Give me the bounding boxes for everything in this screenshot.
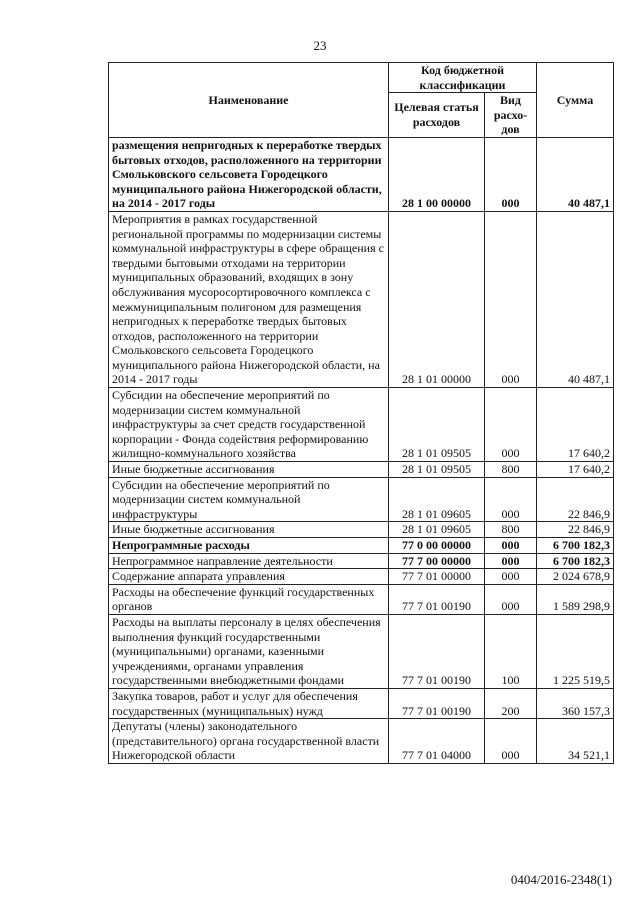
row-name: размещения непригодных к переработке твердых бытовых отходов, расположенного на территории Смольковского сельсовета Городецкого муниципального района Нижегородской области, на 2014 - 2017 годы bbox=[109, 137, 389, 211]
row-expense-kind: 800 bbox=[485, 462, 537, 478]
row-target-code: 77 7 01 04000 bbox=[389, 719, 485, 764]
row-expense-kind: 000 bbox=[485, 477, 537, 522]
row-expense-kind: 000 bbox=[485, 584, 537, 614]
row-sum: 17 640,2 bbox=[537, 388, 614, 462]
row-sum: 2 024 678,9 bbox=[537, 569, 614, 585]
row-expense-kind: 200 bbox=[485, 688, 537, 718]
table-row bbox=[109, 522, 614, 538]
row-expense-kind: 000 bbox=[485, 553, 537, 569]
row-target-code: 28 1 01 09505 bbox=[389, 462, 485, 478]
row-sum: 34 521,1 bbox=[537, 719, 614, 764]
table-row bbox=[109, 388, 614, 462]
table-row bbox=[109, 553, 614, 569]
row-sum: 360 157,3 bbox=[537, 688, 614, 718]
row-target-code: 77 7 01 00000 bbox=[389, 569, 485, 585]
row-name: Непрограммное направление деятельности bbox=[109, 553, 389, 569]
row-target-code: 28 1 01 09505 bbox=[389, 388, 485, 462]
row-sum: 17 640,2 bbox=[537, 462, 614, 478]
header-code-group: Код бюджетной классификации bbox=[389, 63, 537, 93]
row-expense-kind: 000 bbox=[485, 719, 537, 764]
row-name: Депутаты (члены) законодательного (представительного) органа государственной власти Нижегородской области bbox=[109, 719, 389, 764]
table-row bbox=[109, 688, 614, 718]
row-sum: 1 225 519,5 bbox=[537, 614, 614, 688]
row-name: Содержание аппарата управления bbox=[109, 569, 389, 585]
row-sum: 1 589 298,9 bbox=[537, 584, 614, 614]
row-sum: 6 700 182,3 bbox=[537, 553, 614, 569]
row-expense-kind: 000 bbox=[485, 211, 537, 387]
row-name: Иные бюджетные ассигнования bbox=[109, 522, 389, 538]
row-sum: 40 487,1 bbox=[537, 211, 614, 387]
table-row bbox=[109, 462, 614, 478]
row-target-code: 28 1 00 00000 bbox=[389, 137, 485, 211]
table-row bbox=[109, 538, 614, 554]
row-name: Субсидии на обеспечение мероприятий по модернизации систем коммунальной инфраструктуры bbox=[109, 477, 389, 522]
row-name: Закупка товаров, работ и услуг для обеспечения государственных (муниципальных) нужд bbox=[109, 688, 389, 718]
header-name: Наименование bbox=[109, 63, 389, 138]
row-expense-kind: 000 bbox=[485, 137, 537, 211]
row-target-code: 77 7 01 00190 bbox=[389, 614, 485, 688]
table-row bbox=[109, 569, 614, 585]
header-target: Целевая статья расходов bbox=[389, 93, 485, 138]
row-target-code: 28 1 01 09605 bbox=[389, 477, 485, 522]
row-name: Расходы на обеспечение функций государственных органов bbox=[109, 584, 389, 614]
row-target-code: 77 7 01 00190 bbox=[389, 688, 485, 718]
row-target-code: 77 7 00 00000 bbox=[389, 553, 485, 569]
table-row bbox=[109, 477, 614, 522]
row-expense-kind: 000 bbox=[485, 569, 537, 585]
table-row bbox=[109, 137, 614, 211]
document-code: 0404/2016-2348(1) bbox=[510, 872, 612, 887]
row-expense-kind: 800 bbox=[485, 522, 537, 538]
row-sum: 22 846,9 bbox=[537, 477, 614, 522]
row-target-code: 28 1 01 09605 bbox=[389, 522, 485, 538]
row-name: Иные бюджетные ассигнования bbox=[109, 462, 389, 478]
row-name: Непрограммные расходы bbox=[109, 538, 389, 554]
page-number: 23 bbox=[313, 38, 327, 53]
row-sum: 6 700 182,3 bbox=[537, 538, 614, 554]
row-name: Расходы на выплаты персоналу в целях обеспечения выполнения функций государственными (муниципальными) органами, казенными учреждениями, органами управления государственными внебюджетными фондами bbox=[109, 614, 389, 688]
table-row bbox=[109, 211, 614, 387]
row-target-code: 28 1 01 00000 bbox=[389, 211, 485, 387]
row-sum: 22 846,9 bbox=[537, 522, 614, 538]
table-row bbox=[109, 584, 614, 614]
row-target-code: 77 7 01 00190 bbox=[389, 584, 485, 614]
row-name: Субсидии на обеспечение мероприятий по модернизации систем коммунальной инфраструктуры за счет средств государственной корпорации - Фонда содействия реформированию жилищно-коммунального хозяйства bbox=[109, 388, 389, 462]
row-sum: 40 487,1 bbox=[537, 137, 614, 211]
header-sum: Сумма bbox=[537, 63, 614, 138]
header-kind: Вид расхо-дов bbox=[485, 93, 537, 138]
row-expense-kind: 000 bbox=[485, 388, 537, 462]
table-row bbox=[109, 719, 614, 764]
budget-table bbox=[108, 62, 614, 764]
row-target-code: 77 0 00 00000 bbox=[389, 538, 485, 554]
row-expense-kind: 000 bbox=[485, 538, 537, 554]
row-expense-kind: 100 bbox=[485, 614, 537, 688]
table-body bbox=[109, 137, 614, 763]
table-row bbox=[109, 614, 614, 688]
row-name: Мероприятия в рамках государственной региональной программы по модернизации системы коммунальной инфраструктуры в сфере обращения с твердыми бытовыми отходами на территории муниципальных образований, входящих в зону обслуживания мусоросортировочного комплекса с межмуниципальным полигоном для размещения непригодных к переработке твердых бытовых отходов, расположенного на территории Смольковского сельсовета Городецкого муниципального района Нижегородской области, на 2014 - 2017 годы bbox=[109, 211, 389, 387]
